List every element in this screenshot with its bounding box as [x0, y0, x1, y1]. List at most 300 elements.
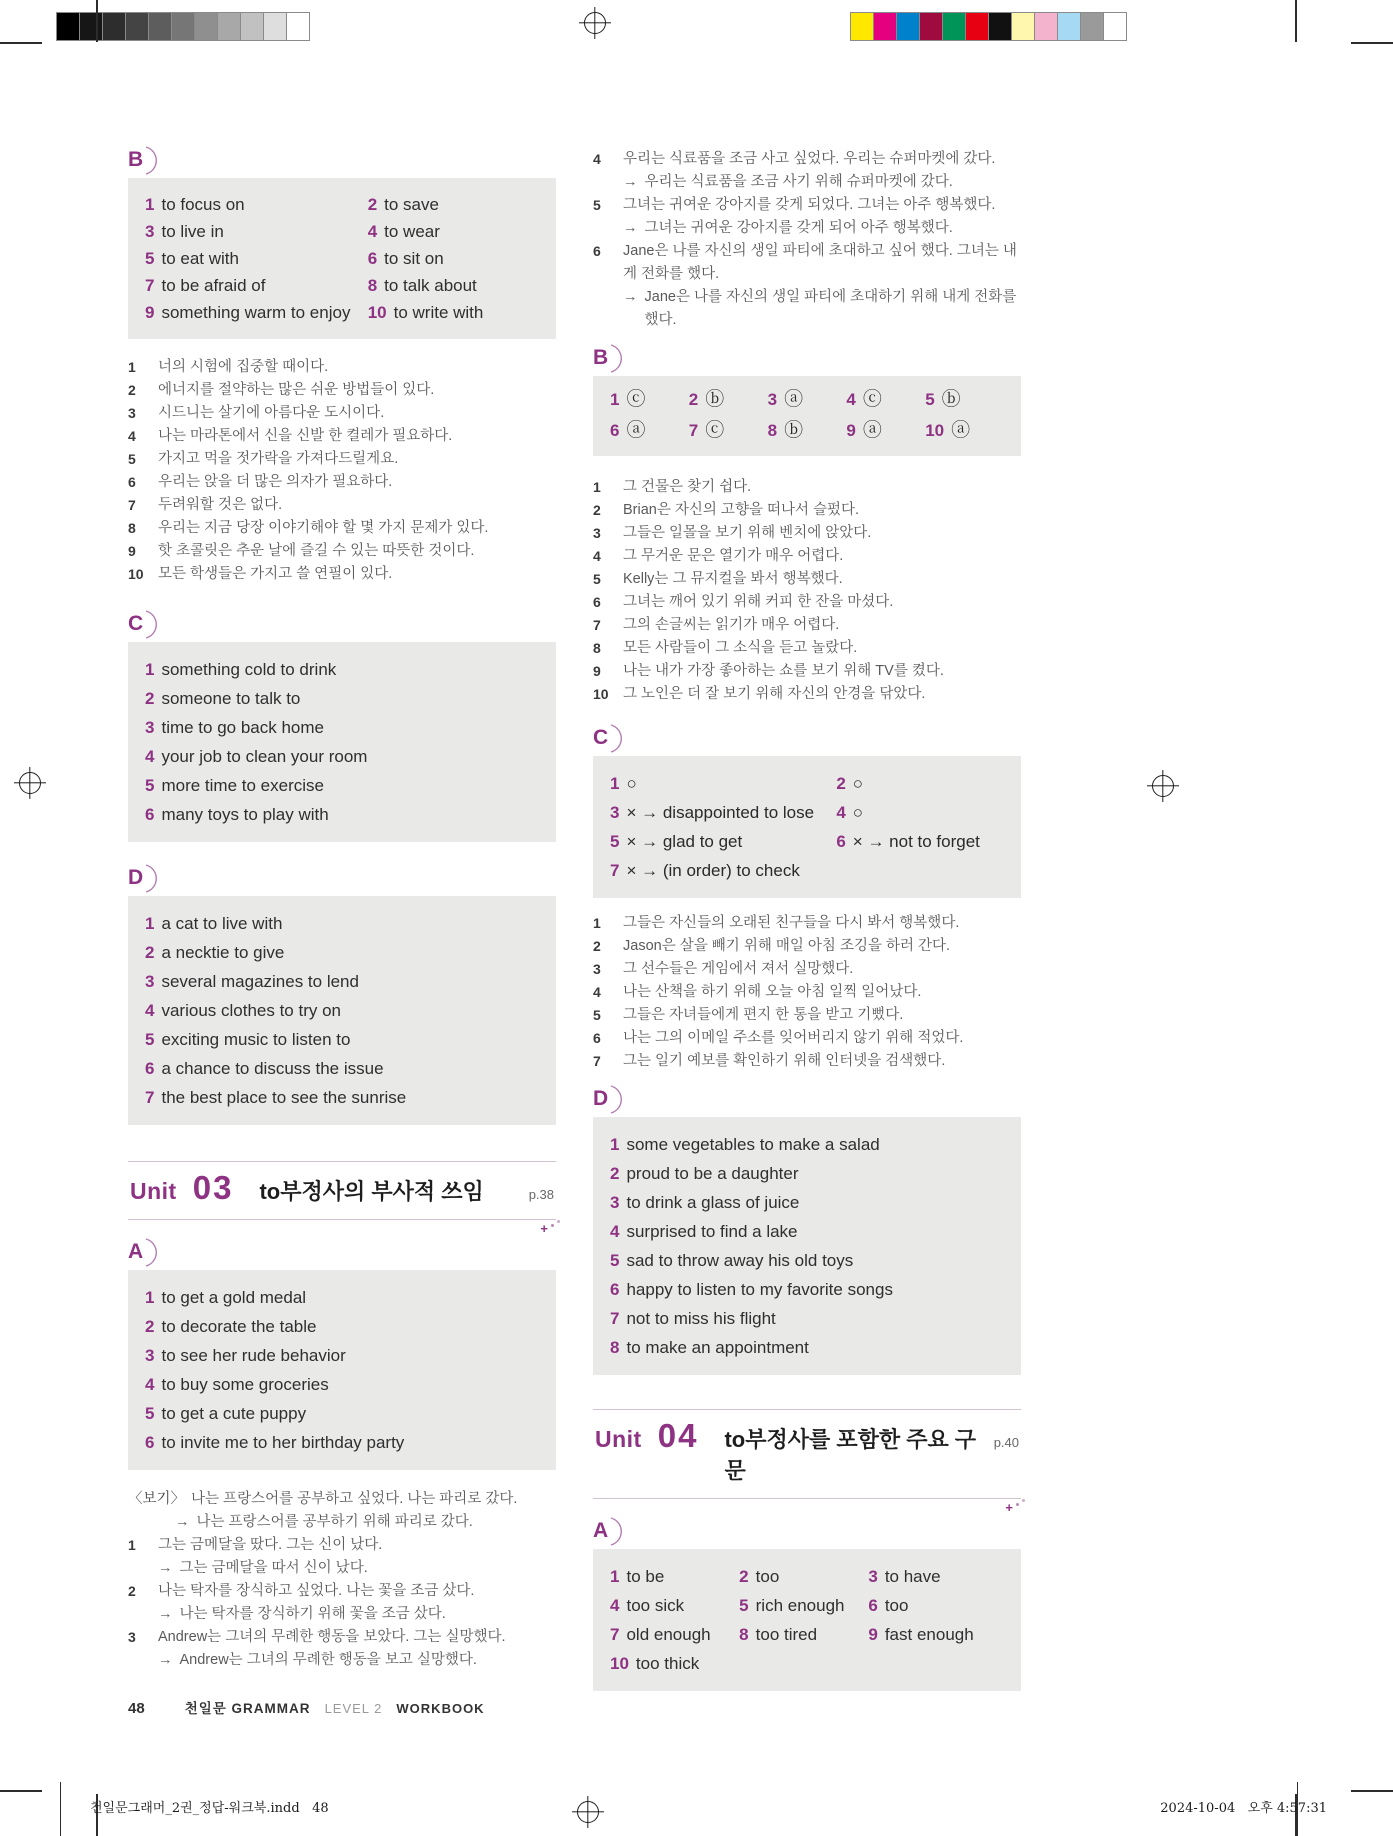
section-arc-icon	[145, 146, 159, 176]
item-text: 그 노인은 더 잘 보기 위해 자신의 안경을 닦았다.	[623, 686, 926, 702]
answer-text: 우리는 식료품을 조금 사기 위해 슈퍼마켓에 갔다.	[644, 174, 953, 190]
answer-number: 1	[610, 1135, 620, 1154]
answer-text: too sick	[626, 1596, 685, 1615]
question-text: Jane은 나를 자신의 생일 파티에 초대하고 싶어 했다. 그녀는 내게 전화를 했다.	[623, 243, 1017, 282]
answer-text: surprised to find a lake	[626, 1222, 798, 1241]
answer-number: 2	[367, 195, 378, 214]
answer-item	[868, 1562, 1004, 1591]
grayscale-swatch	[263, 12, 287, 41]
book-series: 천일문 GRAMMAR	[184, 1701, 311, 1716]
answer-text: 그는 금메달을 따서 신이 났다.	[179, 1560, 368, 1576]
grayscale-swatch	[148, 12, 172, 41]
korean-list-item	[593, 683, 1021, 706]
section-label-d	[593, 1083, 1021, 1113]
color-swatch	[1103, 12, 1127, 41]
unit-title: to부정사의 부사적 쓰임	[259, 1179, 484, 1204]
korean-list-item	[128, 356, 556, 379]
answer-number: 7	[688, 421, 699, 440]
answer-number: 4	[846, 390, 856, 409]
answer-text: someone to talk to	[161, 689, 301, 708]
answer-box-d	[128, 896, 556, 1125]
answer-text: a necktie to give	[161, 943, 285, 962]
circled-letter-answer: ⓒ	[626, 389, 646, 410]
section-letter: C	[593, 725, 609, 749]
korean-list-item	[128, 563, 556, 586]
answer-number: 4	[610, 1596, 620, 1615]
item-number: 7	[128, 497, 136, 513]
korean-list-item	[593, 660, 1021, 683]
crop-mark	[1295, 0, 1297, 42]
korean-list-b	[593, 476, 1021, 706]
answer-item	[610, 1188, 1004, 1217]
answer-number: 2	[739, 1567, 749, 1586]
item-text: 그 선수들은 게임에서 져서 실망했다.	[623, 961, 854, 977]
answer-text: to get a gold medal	[161, 1288, 307, 1307]
exercise-answer	[593, 171, 1021, 194]
exercise-answer	[593, 286, 1021, 332]
answer-item	[610, 798, 836, 827]
item-text: 우리는 앉을 더 많은 의자가 필요하다.	[158, 474, 393, 490]
answer-item	[145, 1025, 539, 1054]
korean-list-item	[128, 471, 556, 494]
answer-text: several magazines to lend	[161, 972, 359, 991]
registration-mark-icon	[14, 767, 46, 799]
exercise-question	[128, 1534, 556, 1557]
answer-number: 3	[610, 1193, 620, 1212]
item-number: 10	[593, 686, 609, 702]
answer-box-c-marks	[593, 756, 1021, 898]
registration-mark-icon	[1147, 770, 1179, 802]
color-swatch	[965, 12, 989, 41]
unit-number: 04	[657, 1417, 699, 1454]
arrow-icon: →	[158, 1606, 173, 1622]
exercise-question	[593, 194, 1021, 217]
slug-timestamp: 2024-10-04 오후 4:57:31	[1160, 1801, 1327, 1816]
answer-item	[368, 245, 539, 272]
answer-text: too	[755, 1567, 780, 1586]
answer-text: to live in	[161, 222, 224, 241]
answer-item	[145, 1054, 539, 1083]
answer-text: not to miss his flight	[626, 1309, 776, 1328]
answer-number: 7	[610, 1625, 620, 1644]
korean-list-item	[128, 402, 556, 425]
answer-number: 10	[610, 1654, 629, 1673]
answer-box-a	[593, 1549, 1021, 1691]
korean-list-item	[593, 476, 1021, 499]
answer-text: something warm to enjoy	[161, 303, 351, 322]
exercise-answer	[593, 217, 1021, 240]
answer-text: a chance to discuss the issue	[161, 1059, 384, 1078]
answer-item	[145, 713, 539, 742]
circled-letter-answer: ⓐ	[951, 420, 971, 441]
answer-box-d	[593, 1117, 1021, 1375]
item-text: Kelly는 그 뮤지컬을 봐서 행복했다.	[623, 571, 843, 587]
arrow-icon: →	[158, 1560, 173, 1576]
arrow-icon: →	[623, 174, 638, 190]
answer-number: 2	[145, 689, 155, 708]
answer-number: 6	[145, 1059, 155, 1078]
answer-item	[610, 1159, 1004, 1188]
color-swatch	[919, 12, 943, 41]
exercise-question	[128, 1580, 556, 1603]
answer-item	[836, 827, 1004, 856]
answer-text: to sit on	[384, 249, 444, 268]
example-text: 나는 프랑스어를 공부하고 싶었다. 나는 파리로 갔다.	[191, 1491, 518, 1507]
section-label-b	[593, 342, 1021, 372]
color-swatch	[1080, 12, 1104, 41]
section-arc-icon	[610, 1517, 624, 1547]
registration-mark-icon	[572, 1796, 604, 1828]
color-swatch	[988, 12, 1012, 41]
answer-item	[739, 1620, 868, 1649]
item-number: 6	[593, 594, 601, 610]
korean-list-item	[593, 1004, 1021, 1027]
answer-text: to have	[884, 1567, 941, 1586]
answer-item	[368, 299, 539, 326]
translation-exercise-block	[128, 1488, 556, 1672]
answer-item	[610, 415, 689, 446]
answer-number: 8	[367, 276, 378, 295]
answer-text: to eat with	[161, 249, 239, 268]
answer-item	[145, 996, 539, 1025]
answer-text: some vegetables to make a salad	[626, 1135, 880, 1154]
mark-answer: × → (in order) to check	[626, 861, 800, 880]
answer-item	[145, 967, 539, 996]
answer-text: old enough	[626, 1625, 711, 1644]
section-arc-icon	[610, 344, 624, 374]
color-swatch	[896, 12, 920, 41]
item-number: 4	[593, 151, 601, 167]
answer-box-b	[128, 178, 556, 339]
answer-text: to buy some groceries	[161, 1375, 329, 1394]
item-number: 4	[593, 984, 601, 1000]
answer-number: 4	[145, 747, 155, 766]
answer-text: to drink a glass of juice	[626, 1193, 800, 1212]
answer-number: 2	[145, 1317, 155, 1336]
answer-number: 3	[145, 222, 155, 241]
item-number: 6	[593, 243, 601, 259]
answer-number: 2	[610, 1164, 620, 1183]
answer-item	[868, 1620, 1004, 1649]
answer-text: to write with	[393, 303, 484, 322]
answer-text: happy to listen to my favorite songs	[626, 1280, 893, 1299]
item-number: 5	[593, 1007, 601, 1023]
item-text: 그들은 일몰을 보기 위해 벤치에 앉았다.	[623, 525, 872, 541]
item-text: 너의 시험에 집중할 때이다.	[158, 359, 329, 375]
arrow-icon: →	[623, 289, 638, 305]
section-letter: D	[128, 865, 144, 889]
answer-text: to save	[384, 195, 439, 214]
answer-item	[610, 1333, 1004, 1362]
mark-answer: ○	[626, 774, 637, 793]
grayscale-swatch	[56, 12, 80, 41]
answer-number: 3	[145, 972, 155, 991]
answer-text: your job to clean your room	[161, 747, 368, 766]
item-text: 나는 내가 가장 좋아하는 쇼를 보기 위해 TV를 켰다.	[623, 663, 944, 679]
answer-item	[610, 1246, 1004, 1275]
unit-page-ref: p.38	[528, 1187, 554, 1202]
answer-item	[145, 245, 368, 272]
korean-list-item	[593, 981, 1021, 1004]
item-text: 모든 사람들이 그 소식을 듣고 놀랐다.	[623, 640, 858, 656]
item-number: 6	[593, 1030, 601, 1046]
answer-number: 8	[610, 1338, 620, 1357]
answer-number: 7	[610, 861, 620, 880]
item-text: 나는 산책을 하기 위해 오늘 아침 일찍 일어났다.	[623, 984, 922, 1000]
korean-list-item	[593, 499, 1021, 522]
answer-item	[739, 1591, 868, 1620]
item-text: 핫 초콜릿은 추운 날에 즐길 수 있는 따뜻한 것이다.	[158, 543, 475, 559]
color-swatch	[942, 12, 966, 41]
crop-mark	[0, 1790, 42, 1792]
unit-title: to부정사를 포함한 주요 구문	[724, 1427, 977, 1483]
unit-word: Unit	[130, 1178, 177, 1204]
answer-number: 7	[145, 1088, 155, 1107]
answer-number: 4	[145, 1001, 155, 1020]
answer-item	[610, 1620, 739, 1649]
answer-number: 9	[846, 421, 856, 440]
answer-item	[925, 384, 1004, 415]
answer-text: to make an appointment	[626, 1338, 809, 1357]
registration-ring	[584, 12, 606, 34]
answer-text: to invite me to her birthday party	[161, 1433, 405, 1452]
item-text: 가지고 먹을 젓가락을 가져다드릴게요.	[158, 451, 399, 467]
circled-letter-answer: ⓒ	[862, 389, 882, 410]
section-letter: B	[128, 147, 144, 171]
unit-deco-icon: +	[540, 1221, 554, 1236]
translation-exercise-continued	[593, 148, 1021, 332]
section-label-a	[593, 1515, 1021, 1545]
right-column	[593, 130, 1021, 1691]
answer-text: rich enough	[755, 1596, 845, 1615]
answer-item	[610, 1649, 739, 1678]
item-text: 에너지를 절약하는 많은 쉬운 방법들이 있다.	[158, 382, 435, 398]
answer-number: 5	[145, 249, 155, 268]
section-letter: B	[593, 345, 609, 369]
answer-number: 1	[145, 660, 155, 679]
answer-number: 3	[868, 1567, 878, 1586]
item-text: Jason은 살을 빼기 위해 매일 아침 조깅을 하러 간다.	[623, 938, 951, 954]
grayscale-swatch	[286, 12, 310, 41]
answer-item	[145, 1312, 539, 1341]
item-number: 3	[593, 961, 601, 977]
answer-number: 5	[739, 1596, 749, 1615]
item-text: 나는 그의 이메일 주소를 잊어버리지 않기 위해 적었다.	[623, 1030, 964, 1046]
crop-mark	[96, 0, 98, 42]
answer-number: 4	[836, 803, 846, 822]
korean-list-item	[593, 614, 1021, 637]
item-number: 1	[128, 359, 136, 375]
item-number: 1	[593, 479, 601, 495]
answer-number: 7	[610, 1309, 620, 1328]
grayscale-swatch	[194, 12, 218, 41]
answer-number: 5	[610, 832, 620, 851]
answer-item	[145, 742, 539, 771]
answer-text: 그녀는 귀여운 강아지를 갖게 되어 아주 행복했다.	[644, 220, 953, 236]
korean-list-item	[128, 379, 556, 402]
item-number: 3	[128, 405, 136, 421]
example-answer	[128, 1511, 556, 1534]
answer-number: 2	[145, 943, 155, 962]
answer-text: Andrew는 그녀의 무례한 행동을 보고 실망했다.	[179, 1652, 477, 1668]
korean-list-item	[593, 568, 1021, 591]
korean-list-item	[593, 637, 1021, 660]
answer-item	[610, 769, 836, 798]
arrow-icon: →	[175, 1514, 190, 1530]
answer-number: 1	[145, 1288, 155, 1307]
mark-answer: × → disappointed to lose	[626, 803, 815, 822]
circled-letter-answer: ⓐ	[626, 420, 646, 441]
answer-item	[145, 1370, 539, 1399]
color-swatch	[1034, 12, 1058, 41]
answer-item	[145, 1083, 539, 1112]
answer-number: 9	[145, 303, 155, 322]
answer-text: to be afraid of	[161, 276, 266, 295]
question-text: 그는 금메달을 땄다. 그는 신이 났다.	[158, 1537, 383, 1553]
page-number: 48	[128, 1700, 145, 1717]
item-number: 6	[128, 474, 136, 490]
answer-number: 7	[145, 276, 155, 295]
answer-text: something cold to drink	[161, 660, 337, 679]
answer-item	[368, 191, 539, 218]
answer-item	[925, 415, 1004, 446]
answer-number: 10	[925, 421, 945, 440]
answer-item	[689, 415, 768, 446]
answer-text: to be	[626, 1567, 665, 1586]
answer-item	[145, 909, 539, 938]
item-number: 1	[128, 1537, 136, 1553]
item-number: 9	[593, 663, 601, 679]
item-number: 7	[593, 1053, 601, 1069]
answer-number: 6	[145, 1433, 155, 1452]
korean-list-item	[593, 591, 1021, 614]
book-level: LEVEL 2	[324, 1701, 383, 1716]
section-arc-icon	[145, 864, 159, 894]
question-text: 그녀는 귀여운 강아지를 갖게 되었다. 그녀는 아주 행복했다.	[623, 197, 996, 213]
circled-letter-answer: ⓑ	[941, 389, 961, 410]
answer-number: 5	[145, 1404, 155, 1423]
example-question	[128, 1488, 556, 1511]
left-column	[128, 130, 556, 1672]
answer-item	[145, 299, 368, 326]
answer-text: time to go back home	[161, 718, 324, 737]
section-letter: D	[593, 1086, 609, 1110]
korean-list-item	[128, 448, 556, 471]
answer-item	[145, 771, 539, 800]
answer-number: 9	[868, 1625, 878, 1644]
answer-number: 6	[610, 1280, 620, 1299]
section-label-a	[128, 1236, 556, 1266]
answer-item	[610, 856, 1004, 885]
book-type: WORKBOOK	[396, 1701, 485, 1716]
answer-number: 10	[367, 303, 387, 322]
exercise-item	[593, 148, 1021, 194]
answer-item	[145, 1341, 539, 1370]
answer-box-b-choices	[593, 376, 1021, 456]
korean-list-item	[593, 912, 1021, 935]
answer-item	[836, 769, 1004, 798]
answer-item	[145, 1283, 539, 1312]
answer-number: 1	[610, 774, 620, 793]
color-calibration-bar	[851, 12, 1127, 41]
item-number: 3	[593, 525, 601, 541]
answer-text: fast enough	[884, 1625, 974, 1644]
answer-box-c	[128, 642, 556, 842]
answer-number: 5	[925, 390, 935, 409]
arrow-icon: →	[158, 1652, 173, 1668]
answer-item	[145, 218, 368, 245]
item-number: 2	[593, 502, 601, 518]
registration-ring	[577, 1801, 599, 1823]
item-text: 그 무거운 문은 열기가 매우 어렵다.	[623, 548, 844, 564]
item-number: 2	[128, 1583, 136, 1599]
answer-number: 6	[610, 421, 620, 440]
item-number: 4	[128, 428, 136, 444]
item-text: 그 건물은 찾기 쉽다.	[623, 479, 752, 495]
section-letter: A	[593, 1518, 609, 1542]
answer-box-a	[128, 1270, 556, 1470]
unit-page-ref: p.40	[993, 1435, 1019, 1450]
answer-number: 1	[610, 390, 620, 409]
answer-number: 6	[145, 805, 155, 824]
answer-text: too tired	[755, 1625, 818, 1644]
answer-item	[768, 384, 847, 415]
answer-item	[610, 1275, 1004, 1304]
korean-list-item	[128, 517, 556, 540]
grayscale-swatch	[125, 12, 149, 41]
exercise-question	[593, 148, 1021, 171]
answer-item	[610, 827, 836, 856]
registration-ring	[19, 772, 41, 794]
mark-answer: ○	[852, 803, 864, 822]
exercise-question	[128, 1626, 556, 1649]
answer-item	[689, 384, 768, 415]
answer-text: Jane은 나를 자신의 생일 파티에 초대하기 위해 내게 전화를 했다.	[644, 289, 1017, 328]
item-number: 5	[593, 571, 601, 587]
grayscale-swatch	[171, 12, 195, 41]
item-text: 우리는 지금 당장 이야기해야 할 몇 가지 문제가 있다.	[158, 520, 489, 536]
answer-item	[145, 800, 539, 829]
color-swatch	[873, 12, 897, 41]
answer-number: 8	[767, 421, 778, 440]
grayscale-swatch	[240, 12, 264, 41]
answer-item	[145, 655, 539, 684]
item-text: 그녀는 깨어 있기 위해 커피 한 잔을 마셨다.	[623, 594, 894, 610]
answer-item	[868, 1591, 1004, 1620]
item-text: 그들은 자녀들에게 편지 한 통을 받고 기뻤다.	[623, 1007, 904, 1023]
grayscale-swatch	[79, 12, 103, 41]
answer-text: to focus on	[161, 195, 245, 214]
item-number: 2	[128, 382, 136, 398]
circled-letter-answer: ⓒ	[705, 420, 725, 441]
answer-item	[846, 415, 925, 446]
crop-mark	[1351, 1790, 1393, 1792]
item-number: 3	[128, 1629, 136, 1645]
section-label-d	[128, 862, 556, 892]
answer-item	[739, 1562, 868, 1591]
section-arc-icon	[610, 1085, 624, 1115]
answer-item	[145, 272, 368, 299]
answer-item	[145, 1399, 539, 1428]
crop-mark	[60, 1782, 61, 1836]
korean-list-b	[128, 356, 556, 586]
section-label-c	[128, 608, 556, 638]
section-letter: A	[128, 1239, 144, 1263]
answer-text: more time to exercise	[161, 776, 324, 795]
example-label: 〈보기〉	[128, 1491, 186, 1507]
answer-text: many toys to play with	[161, 805, 329, 824]
answer-text: to decorate the table	[161, 1317, 317, 1336]
